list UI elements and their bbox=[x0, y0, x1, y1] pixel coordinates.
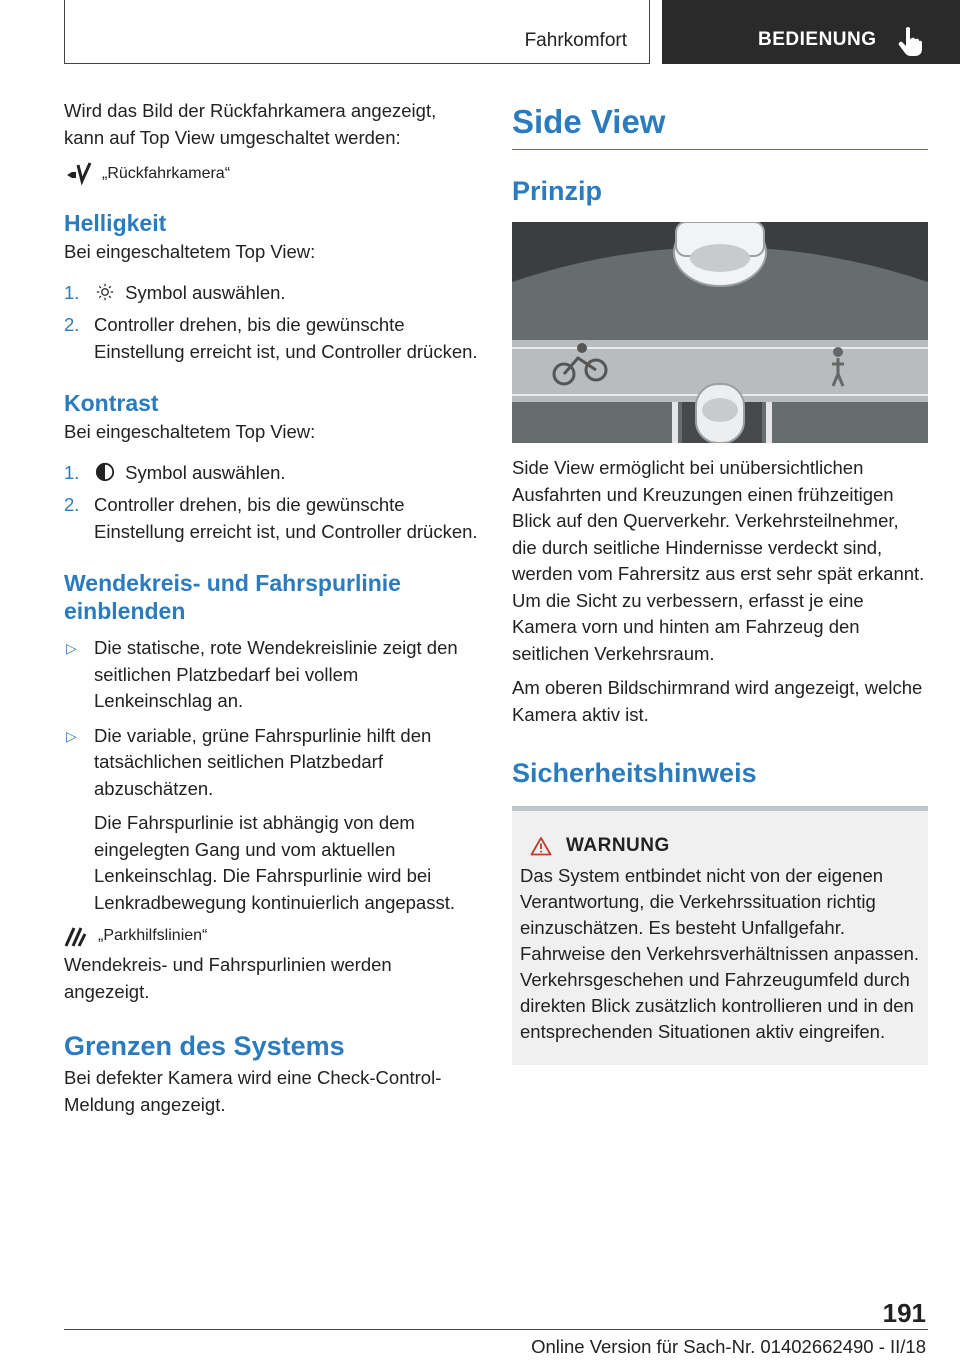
step-text: Controller drehen, bis die gewünschte Einstellung erreicht ist, und Controller drücken. bbox=[94, 494, 478, 542]
guide-lines-menu-label: „Parkhilfslinien“ bbox=[98, 927, 208, 944]
title-divider bbox=[512, 149, 928, 150]
warning-label: WARNUNG bbox=[566, 835, 670, 856]
rear-camera-icon bbox=[64, 161, 94, 187]
crossing-scene-image bbox=[512, 222, 928, 443]
step-text: Symbol auswählen. bbox=[125, 461, 286, 483]
guide-lines-heading: Wendekreis- und Fahrspurlinie einblenden bbox=[64, 570, 401, 624]
bullet-text: Die variable, grüne Fahrspurlinie hilft den tatsächlichen seitlichen Platzbedarf abzuschätzen. bbox=[94, 724, 432, 799]
triangle-bullet-icon: ▷ bbox=[66, 640, 77, 656]
rear-camera-menu-label: „Rückfahrkamera“ bbox=[102, 165, 231, 182]
step-number: 1. bbox=[64, 281, 80, 303]
bullet-note: Die Fahrspurlinie ist abhängig von dem eingelegten Gang und vom aktuellen Lenkeinschlag. Die Fahrspurlinie wird bei Lenkradbewegung kontinuierlich angepasst. bbox=[94, 812, 456, 913]
warning-header bbox=[530, 835, 920, 857]
list-item bbox=[64, 312, 480, 365]
warning-text: Das System entbindet nicht von der eigenen Verantwortung, die Verkehrssituation richtig einzuschätzen. Es besteht Unfallgefahr. Fahrweise den Verkehrsverhältnissen anpassen. Verkehrsgeschehen und Fahrzeugumfeld durch direkten Blick zusätzlich kontrollieren und in den entsprechenden Situationen aktiv eingreifen. bbox=[520, 865, 920, 1042]
bullet-text: Die statische, rote Wendekreislinie zeigt den seitlichen Platzbedarf bei vollem Lenkeinschlag an. bbox=[94, 637, 458, 711]
list-item bbox=[64, 280, 480, 307]
safety-heading: Sicherheitshinweis bbox=[512, 758, 757, 788]
guide-lines-after: Wendekreis- und Fahrspurlinien werden angezeigt. bbox=[64, 954, 392, 1002]
contrast-icon bbox=[94, 462, 116, 482]
limits-text: Bei defekter Kamera wird eine Check-Control-Meldung angezeigt. bbox=[64, 1067, 442, 1115]
left-column bbox=[64, 98, 480, 1118]
contrast-heading: Kontrast bbox=[64, 390, 159, 416]
list-item bbox=[64, 460, 480, 487]
page-number: 191 bbox=[882, 1298, 926, 1328]
header-section-box bbox=[64, 0, 650, 64]
footer-online-version: Online Version für Sach-Nr. 01402662490 - II/18 bbox=[531, 1336, 926, 1357]
principle-text-1: Side View ermöglicht bei unübersichtlichen Ausfahrten und Kreuzungen einen frühzeitigen Blick auf den Querverkehr. Verkehrsteilnehmer, die durch seitliche Hindernisse verdeckt sind, werden vom Fahrersitz aus erst sehr spät erkannt. Um die Sicht zu verbessern, erfasst je eine Kamera vorn und hinten am Fahrzeug den seitlichen Verkehrsraum. bbox=[512, 457, 925, 664]
guide-lines-menu-line bbox=[64, 924, 480, 948]
intro-text: Wird das Bild der Rückfahrkamera angezeigt, kann auf Top View umgeschaltet werden: bbox=[64, 100, 437, 148]
warning-triangle-icon bbox=[530, 836, 552, 856]
pointing-hand-icon bbox=[896, 26, 922, 56]
side-view-title: Side View bbox=[512, 103, 666, 140]
parking-guide-lines-icon bbox=[64, 924, 88, 948]
step-text: Symbol auswählen. bbox=[125, 281, 286, 303]
triangle-bullet-icon: ▷ bbox=[66, 727, 77, 744]
footer-divider bbox=[64, 1329, 928, 1330]
principle-text-2: Am oberen Bildschirmrand wird angezeigt, welche Kamera aktiv ist. bbox=[512, 677, 923, 725]
brightness-icon bbox=[94, 283, 116, 301]
header-chapter-label: BEDIENUNG bbox=[758, 29, 877, 50]
step-number: 1. bbox=[64, 461, 80, 483]
list-item bbox=[64, 492, 480, 545]
header-section-title: Fahrkomfort bbox=[524, 30, 627, 51]
limits-heading: Grenzen des Systems bbox=[64, 1031, 345, 1061]
right-column bbox=[512, 98, 928, 1065]
list-item bbox=[64, 723, 480, 917]
contrast-steps bbox=[64, 460, 480, 546]
step-number: 2. bbox=[64, 314, 80, 335]
list-item bbox=[64, 635, 480, 715]
brightness-steps bbox=[64, 280, 480, 366]
contrast-lead: Bei eingeschaltetem Top View: bbox=[64, 421, 316, 442]
step-number: 2. bbox=[64, 494, 80, 515]
brightness-lead: Bei eingeschaltetem Top View: bbox=[64, 241, 316, 262]
principle-heading: Prinzip bbox=[512, 176, 603, 206]
warning-box bbox=[512, 806, 928, 1065]
guide-lines-bullets bbox=[64, 635, 480, 916]
side-view-illustration bbox=[512, 222, 928, 443]
header-chapter-tab bbox=[662, 0, 960, 64]
brightness-heading: Helligkeit bbox=[64, 210, 167, 236]
step-text: Controller drehen, bis die gewünschte Einstellung erreicht ist, und Controller drücken. bbox=[94, 314, 478, 362]
rear-camera-menu-line bbox=[64, 161, 480, 187]
